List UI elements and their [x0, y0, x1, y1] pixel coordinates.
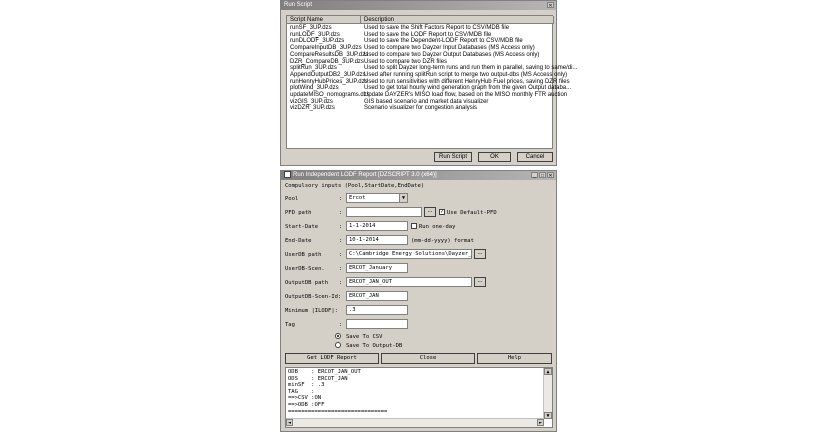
outputdb-path-colon: :: [339, 280, 343, 286]
run-script-titlebar: [281, 1, 556, 10]
log-output[interactable]: [285, 367, 553, 428]
outputdb-path-label: OutputDB path: [285, 280, 329, 286]
pool-value: Ercot: [349, 195, 366, 201]
script-name: runSF_3UP.dzs: [290, 25, 332, 31]
scroll-right-icon[interactable]: ►: [538, 420, 542, 426]
radio-dot-icon: [337, 335, 339, 337]
log-line: ==>CSV :ON: [288, 395, 322, 402]
outputdb-scen-label: OutputDB-Scen-Id:: [285, 294, 342, 300]
script-name: runDLODF_3UP.dzs: [290, 38, 345, 45]
tag-input[interactable]: [346, 319, 408, 329]
scroll-up-icon[interactable]: ▲: [544, 368, 552, 375]
script-description: Scenario visualizer for congestion analysis: [364, 105, 478, 112]
script-description: Used to save the Dependent-LODF Report to CSV/MDB file: [364, 38, 523, 45]
scroll-left-icon[interactable]: ◄: [287, 420, 291, 426]
run-one-day-label: Run one-day: [419, 224, 456, 230]
list-item[interactable]: [287, 59, 552, 66]
lodf-close-icon-button[interactable]: ✕: [548, 173, 553, 179]
script-description: Used to compare two DZR files: [364, 58, 448, 65]
script-description: Used to save the Shift Factors Report to CSV/MDB file: [364, 25, 510, 31]
log-line: ODB : ERCOT_JAN_OUT: [288, 369, 361, 375]
start-date-input[interactable]: 1-1-2014: [346, 221, 408, 231]
list-item[interactable]: [287, 105, 552, 112]
end-date-label: End-Date: [285, 238, 312, 244]
start-date-label: Start-Date: [285, 224, 319, 230]
lodf-report-window: [280, 170, 557, 432]
log-lines: [288, 369, 542, 415]
lodf-titlebar: [281, 171, 556, 180]
maximize-button[interactable]: □: [540, 173, 545, 179]
column-description[interactable]: Description: [361, 16, 554, 24]
pool-label: Pool: [285, 196, 299, 202]
list-item[interactable]: [287, 85, 572, 92]
scroll-down-icon[interactable]: ▼: [544, 412, 552, 419]
list-item[interactable]: [287, 25, 552, 32]
list-item[interactable]: [287, 99, 552, 106]
script-name: CompareResultsDB_3UP.dzs: [290, 51, 369, 58]
list-item[interactable]: [287, 45, 552, 52]
save-to-outputdb-radio[interactable]: [335, 342, 341, 348]
script-rows: [287, 25, 578, 148]
list-item[interactable]: [287, 32, 552, 39]
script-name: CompareInputDB_3UP.dzs: [290, 45, 362, 52]
run-script-window: [280, 0, 578, 166]
log-line: minSF : .3: [288, 382, 325, 389]
list-item[interactable]: [287, 71, 568, 79]
script-name: runHenryHubPrices_3UP.dzs: [290, 78, 368, 85]
script-description: Used to compare two Dayzer Output Databases (MS Access only): [364, 51, 540, 58]
end-date-input[interactable]: 10-1-2014: [346, 235, 408, 245]
log-line: ==============================: [288, 408, 388, 415]
minimum-ilodf-label: Minimum |ILODF|:: [285, 308, 338, 314]
userdb-scen-input[interactable]: ERCOT_January: [346, 263, 408, 273]
script-name: vizGIS_3UP.dzs: [290, 98, 333, 105]
close-button[interactable]: Close: [381, 353, 475, 364]
get-lodf-report-button[interactable]: Get LODF Report: [285, 353, 379, 364]
lodf-title: Run Independent LODF Report [DZSCRIPT 3.0 (x64)]: [293, 172, 437, 179]
script-name: AppendOutputDB2_3UP.dzs: [290, 71, 366, 78]
script-name: vizDZR_3UP.dzs: [290, 105, 335, 112]
run-one-day-checkbox[interactable]: [411, 223, 417, 229]
help-button[interactable]: Help: [477, 353, 552, 364]
log-line: TAG :: [288, 388, 315, 395]
minimize-button[interactable]: _: [531, 172, 538, 178]
script-name: updateMISO_nomograms.dzs: [290, 92, 370, 98]
pool-colon: :: [339, 196, 343, 202]
userdb-path-input[interactable]: C:\Cambridge Energy Solutions\Dayzer_: [346, 249, 472, 259]
script-description: Used to get total hourly wind generation graph from the given Output databa...: [364, 85, 572, 92]
pfd-label: PFD path: [285, 210, 312, 216]
list-item[interactable]: [287, 92, 568, 99]
date-format-label: (mm-dd-yyyy) format: [411, 238, 474, 244]
script-description: Update DAYZER's MISO load flow, based on the MISO monthly FTR auction: [364, 92, 568, 98]
run-script-close-button[interactable]: ✕: [548, 3, 553, 9]
script-name: DZR_CompareDB_3UP.dzs: [290, 58, 364, 65]
script-description: Used to save the LODF Report to CSV/MDB file: [364, 31, 492, 38]
vertical-scrollbar[interactable]: [543, 368, 552, 419]
save-to-outputdb-label: Save To Output-DB: [346, 343, 403, 349]
cancel-button[interactable]: Cancel: [517, 152, 553, 162]
script-name: runLODF_3UP.dzs: [290, 31, 340, 38]
userdb-path-colon: :: [339, 252, 343, 258]
userdb-scen-colon: :: [339, 266, 343, 272]
minimum-ilodf-input[interactable]: .3: [346, 305, 408, 315]
userdb-path-label: UserDB path: [285, 252, 322, 258]
save-to-csv-label: Save To CSV: [346, 334, 383, 340]
start-date-colon: :: [339, 224, 343, 230]
app-icon: [284, 171, 291, 178]
column-script-name[interactable]: Script Name: [287, 16, 361, 24]
save-to-csv-radio[interactable]: [335, 333, 341, 339]
list-item[interactable]: [287, 78, 570, 86]
userdb-scen-label: UserDB-Scen.: [285, 266, 325, 272]
use-default-pfd-label: Use Default-PFD: [447, 210, 497, 216]
run-script-button[interactable]: Run Script: [434, 152, 472, 162]
list-item[interactable]: [287, 52, 552, 59]
script-description: GIS based scenario and market data visualizer: [364, 98, 489, 105]
chevron-down-icon[interactable]: ▼: [399, 194, 407, 202]
end-date-colon: :: [339, 238, 343, 244]
script-name: plotWind_3UP.dzs: [290, 85, 339, 92]
userdb-browse-button[interactable]: ...: [474, 249, 486, 259]
use-default-pfd-checkbox[interactable]: ✓: [440, 209, 445, 215]
pfd-browse-button[interactable]: ...: [424, 207, 436, 217]
list-item[interactable]: [287, 38, 552, 45]
script-description: Used to compare two Dayzer Input Databases (MS Access only): [364, 45, 535, 52]
ok-button[interactable]: OK: [478, 152, 511, 162]
script-list[interactable]: [286, 15, 578, 149]
script-description: Used to split Dayzer long-term runs and run them in parallel, saving to same/di...: [364, 65, 578, 72]
compulsory-inputs-label: Compulsory inputs (Pool,StartDate,EndDate): [285, 183, 425, 189]
tag-label: Tag: [285, 322, 295, 328]
horizontal-scrollbar[interactable]: [286, 418, 544, 427]
log-line: ==>ODB :OFF: [288, 401, 325, 408]
pfd-colon: :: [339, 210, 343, 216]
run-script-title: Run Script: [284, 2, 313, 8]
list-item[interactable]: [287, 65, 578, 72]
log-line: ODS : ERCOT_JAN: [288, 375, 348, 382]
script-description: Used after running splitRun script to merge two output-dbs (MS Access only): [364, 71, 568, 78]
pool-select[interactable]: [346, 193, 408, 203]
outputdb-browse-button[interactable]: ...: [474, 277, 486, 287]
tag-colon: :: [339, 322, 343, 328]
outputdb-scen-input[interactable]: ERCOT_JAN: [346, 291, 408, 301]
outputdb-path-input[interactable]: ERCOT_JAN_OUT: [346, 277, 472, 287]
script-description: Used to run sensitivities with different HenryHub Fuel prices, saving DZR files: [364, 78, 570, 85]
script-name: splitRun_3UP.dzs: [290, 65, 337, 72]
pfd-path-input[interactable]: [346, 207, 422, 217]
